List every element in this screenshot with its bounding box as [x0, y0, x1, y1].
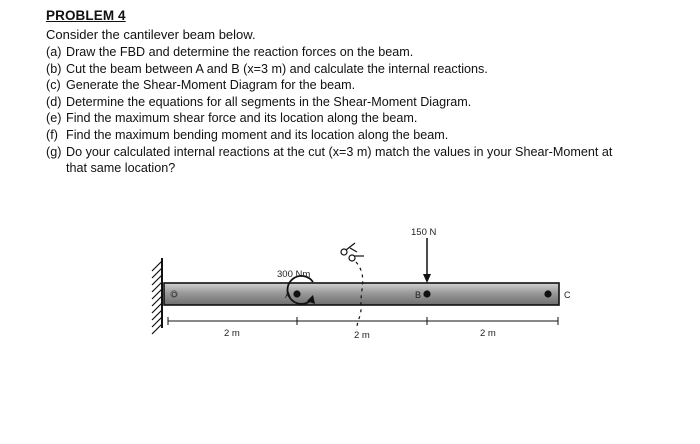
point-b-marker — [423, 290, 430, 297]
dimension-label-ab: 2 m — [354, 330, 370, 341]
dimension-label-oa: 2 m — [224, 328, 240, 339]
fixed-wall-support — [152, 258, 162, 334]
question-text: Determine the equations for all segments in the Shear-Moment Diagram. — [66, 94, 472, 109]
point-b-label: B — [415, 290, 422, 300]
problem-title: PROBLEM 4 — [46, 8, 126, 23]
question-tag: (c) — [46, 78, 61, 93]
force-label: 150 N — [411, 227, 437, 238]
question-text: Find the maximum bending moment and its location along the beam. — [66, 127, 449, 142]
point-a-label: A — [285, 290, 292, 300]
question-tag: (f) — [46, 127, 58, 142]
moment-label: 300 Nm — [277, 269, 311, 280]
question-tag: (b) — [46, 61, 62, 76]
question-tag: (d) — [46, 94, 62, 109]
point-force-arrow — [423, 238, 431, 283]
dimension-line — [168, 317, 558, 325]
question-text: Find the maximum shear force and its location along the beam. — [66, 111, 418, 126]
beam — [164, 283, 559, 305]
scissors-icon — [341, 243, 364, 261]
question-g-continuation: that same location? — [66, 161, 176, 176]
question-tag: (g) — [46, 144, 62, 159]
question-text: Cut the beam between A and B (x=3 m) and calculate the internal reactions. — [66, 61, 488, 76]
question-tag: (e) — [46, 111, 62, 126]
dimension-label-bc: 2 m — [480, 328, 496, 339]
problem-intro: Consider the cantilever beam below. — [46, 27, 256, 42]
point-a-marker — [293, 290, 300, 297]
question-text: Do your calculated internal reactions at the cut (x=3 m) match the values in your Shear-Moment at — [66, 144, 613, 159]
question-text: Generate the Shear-Moment Diagram for the beam. — [66, 78, 356, 93]
point-c-marker — [544, 290, 551, 297]
question-text: Draw the FBD and determine the reaction forces on the beam. — [66, 45, 414, 59]
point-o-label: O — [171, 292, 177, 299]
point-c-label: C — [564, 290, 571, 300]
question-tag: (a) — [46, 45, 62, 59]
